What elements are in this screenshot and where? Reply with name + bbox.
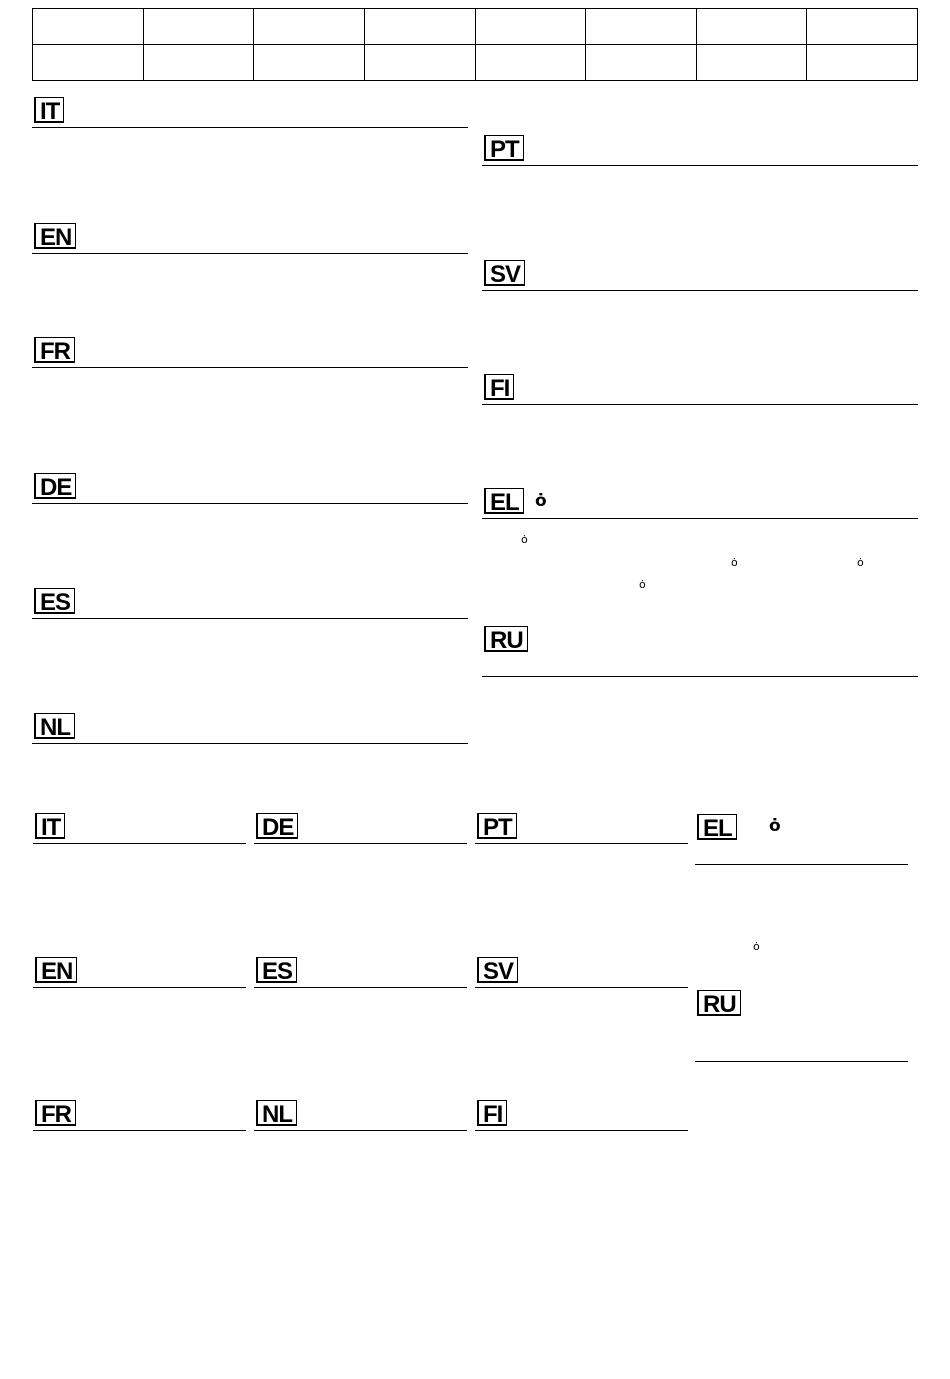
- section-rule: [475, 987, 688, 988]
- language-badge-nl: NL: [256, 1100, 297, 1126]
- language-badge-fi: FI: [484, 374, 514, 400]
- section-rule: [475, 1130, 688, 1131]
- table-cell: [143, 45, 254, 81]
- glyph: ȯ: [731, 556, 738, 569]
- section-rule: [254, 1130, 467, 1131]
- language-badge-pt: PT: [477, 813, 517, 839]
- section-es-lower: [254, 948, 467, 988]
- section-fi-lower: [475, 1091, 688, 1131]
- table-cell: [807, 9, 918, 45]
- table-cell: [364, 9, 475, 45]
- language-badge-en: EN: [34, 223, 76, 249]
- language-badge-es: ES: [34, 588, 75, 614]
- section-rule: [475, 843, 688, 844]
- table-cell: [254, 9, 365, 45]
- glyph: ȯ: [769, 816, 781, 836]
- table-cell: [254, 45, 365, 81]
- table-cell: [807, 45, 918, 81]
- section-el-lower: [695, 805, 908, 845]
- header-table: [32, 8, 918, 81]
- table-cell: [475, 9, 586, 45]
- section-ru: [482, 617, 918, 657]
- section-pt: [482, 126, 918, 166]
- language-badge-nl: NL: [34, 713, 75, 739]
- section-el: [482, 479, 918, 519]
- glyph: ȯ: [753, 940, 760, 953]
- section-rule: [33, 843, 246, 844]
- table-cell: [33, 9, 144, 45]
- table-cell: [33, 45, 144, 81]
- section-rule: [254, 987, 467, 988]
- section-nl-lower: [254, 1091, 467, 1131]
- section-rule: [482, 290, 918, 291]
- table-row: [33, 9, 918, 45]
- language-badge-el: EL: [697, 814, 737, 840]
- language-badge-de: DE: [34, 473, 76, 499]
- table-row: [33, 45, 918, 81]
- language-badge-de: DE: [256, 813, 298, 839]
- language-badge-el: EL: [484, 488, 524, 514]
- language-badge-fi: FI: [477, 1100, 507, 1126]
- section-sv-lower: [475, 948, 688, 988]
- section-ru-lower: [695, 981, 908, 1021]
- glyph: ȯ: [535, 491, 547, 511]
- glyph: ȯ: [521, 533, 528, 546]
- section-rule: [482, 676, 918, 677]
- language-badge-it: IT: [34, 97, 64, 123]
- language-badge-ru: RU: [484, 626, 528, 652]
- language-badge-pt: PT: [484, 135, 524, 161]
- section-es: [32, 579, 468, 619]
- section-en: [32, 214, 468, 254]
- section-rule: [33, 1130, 246, 1131]
- language-badge-sv: SV: [477, 957, 518, 983]
- section-it: [32, 88, 468, 128]
- language-badge-fr: FR: [34, 337, 75, 363]
- section-rule: [482, 518, 918, 519]
- table-cell: [364, 45, 475, 81]
- section-rule: [695, 1061, 908, 1062]
- table-cell: [696, 45, 807, 81]
- section-rule: [32, 503, 468, 504]
- section-rule: [32, 127, 468, 128]
- language-badge-ru: RU: [697, 990, 741, 1016]
- section-en-lower: [33, 948, 246, 988]
- section-rule: [32, 618, 468, 619]
- table-cell: [143, 9, 254, 45]
- section-de-lower: [254, 804, 467, 844]
- section-rule: [33, 987, 246, 988]
- section-rule: [695, 864, 908, 865]
- section-sv: [482, 251, 918, 291]
- glyph: ȯ: [639, 578, 646, 591]
- section-rule: [482, 404, 918, 405]
- section-it-lower: [33, 804, 246, 844]
- section-fi: [482, 365, 918, 405]
- table-cell: [696, 9, 807, 45]
- section-rule: [254, 843, 467, 844]
- section-pt-lower: [475, 804, 688, 844]
- glyph: ȯ: [857, 556, 864, 569]
- language-badge-en: EN: [35, 957, 77, 983]
- section-fr-lower: [33, 1091, 246, 1131]
- section-nl: [32, 704, 468, 744]
- section-fr: [32, 328, 468, 368]
- section-rule: [32, 743, 468, 744]
- section-de: [32, 464, 468, 504]
- section-rule: [32, 367, 468, 368]
- section-rule: [482, 165, 918, 166]
- table-cell: [586, 45, 697, 81]
- language-badge-fr: FR: [35, 1100, 76, 1126]
- section-rule: [32, 253, 468, 254]
- language-badge-it: IT: [35, 813, 65, 839]
- language-badge-sv: SV: [484, 260, 525, 286]
- table-cell: [586, 9, 697, 45]
- table-cell: [475, 45, 586, 81]
- language-badge-es: ES: [256, 957, 297, 983]
